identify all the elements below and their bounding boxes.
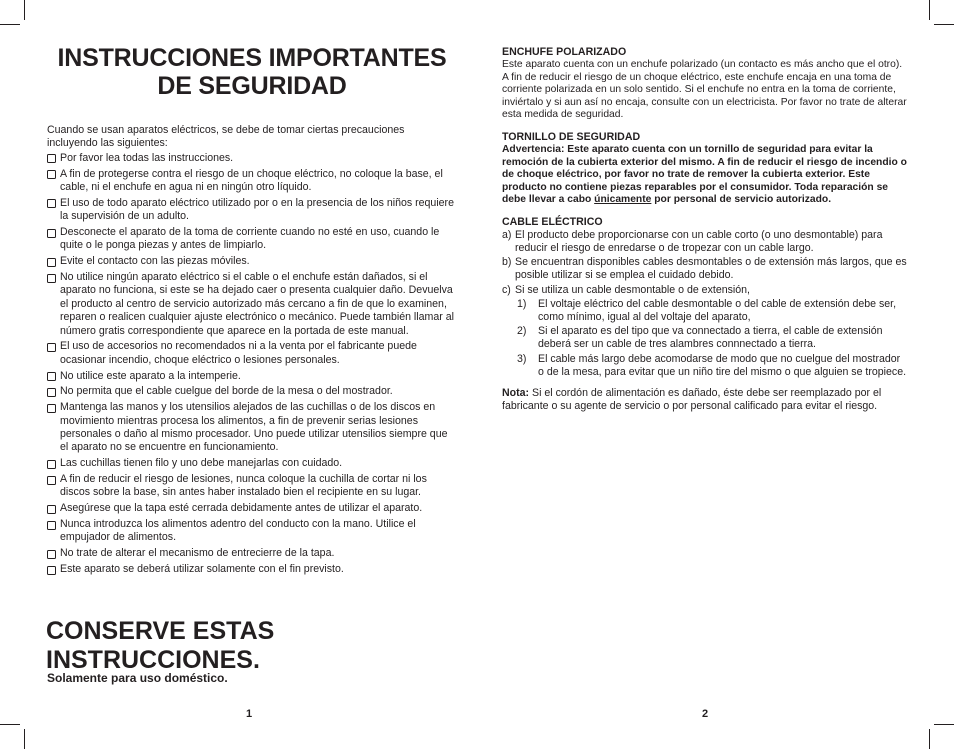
- checkbox-bullet-icon: [47, 258, 56, 267]
- safety-item: [46, 502, 458, 515]
- safety-item: [46, 370, 458, 383]
- safety-item-text: Evite el contacto con las piezas móviles.: [60, 255, 250, 268]
- page-number-right: 2: [702, 708, 709, 720]
- safety-list: [46, 152, 458, 577]
- checkbox-bullet-icon: [47, 154, 56, 163]
- section-body: [502, 144, 908, 207]
- section-heading: TORNILLO DE SEGURIDAD: [502, 130, 641, 143]
- safety-item-text: Este aparato se deberá utilizar solamente con el fin previsto.: [60, 563, 344, 576]
- polarized-plug-section: [502, 46, 908, 122]
- checkbox-bullet-icon: [47, 550, 56, 559]
- cord-subitem: [515, 298, 908, 324]
- safety-title: [46, 44, 458, 100]
- safety-item-text: No utilice este aparato a la intemperie.: [60, 369, 241, 382]
- safety-item: [46, 271, 458, 338]
- checkbox-bullet-icon: [47, 460, 56, 469]
- power-cord-section: [502, 216, 908, 379]
- section-heading: CABLE ELÉCTRICO: [502, 215, 603, 228]
- left-page: [46, 44, 458, 579]
- checkbox-bullet-icon: [47, 388, 56, 397]
- cord-item: [502, 229, 908, 255]
- cord-item: [502, 284, 908, 379]
- cord-item-text: Si se utiliza un cable desmontable o de extensión,: [515, 283, 750, 296]
- safety-item: [46, 197, 458, 224]
- crop-mark: [24, 729, 25, 749]
- cord-item-text: Se encuentran disponibles cables desmontables o de extensión más largos, que es posible utilizar si se emplea el cuidado debido.: [515, 256, 907, 282]
- cord-subitem-text: Si el aparato es del tipo que va connectado a tierra, el cable de extensión deberá ser un cable de tres alambres connnectado a tierra.: [538, 325, 883, 351]
- right-page: [502, 46, 908, 413]
- safety-item-text: Asegúrese que la tapa esté cerrada debidamente antes de utilizar el aparato.: [60, 502, 423, 515]
- crop-mark: [929, 0, 930, 20]
- list-marker: b): [502, 256, 512, 269]
- list-marker: 3): [517, 352, 527, 365]
- save-instructions-title: [46, 617, 346, 675]
- underlined-word: únicamente: [594, 194, 652, 206]
- list-marker: 2): [517, 325, 527, 338]
- safety-item: [46, 385, 458, 398]
- checkbox-bullet-icon: [47, 505, 56, 514]
- safety-item: [46, 255, 458, 268]
- list-marker: a): [502, 228, 512, 241]
- safety-item-text: A fin de reducir el riesgo de lesiones, nunca coloque la cuchilla de cortar ni los discos sobre la base, sin antes haber instalado bien el recipiente en su lugar.: [60, 473, 427, 499]
- safety-item-text: No utilice ningún aparato eléctrico si el cable o el enchufe están dañados, si el aparato no funciona, si este se ha dejado caer o presenta cualquier daño. Devuelva el producto al centro de servicio autorizado más cercano a fin de que lo examinen, reparen o realicen cualquier ajuste electrónico o mecánico. Puede también llamar al número gratis correspondiente que aparece en la portada de este manual.: [60, 271, 454, 337]
- household-use-note: Solamente para uso doméstico.: [47, 671, 228, 685]
- section-body: Este aparato cuenta con un enchufe polarizado (un contacto es más ancho que el otro). A fin de reducir el riesgo de un choque eléctrico, este enchufe encaja en una toma de corriente polarizada en un solo sentido. Si el enchufe no entra en la toma de corriente, inviértalo y si aun así no encaja, consulte con un electricista. Por favor no trate de alterar esta medida de seguridad.: [502, 59, 907, 121]
- safety-title-line1: INSTRUCCIONES IMPORTANTES: [57, 44, 447, 72]
- safety-item-text: No trate de alterar el mecanismo de entrecierre de la tapa.: [60, 547, 335, 560]
- section-heading: ENCHUFE POLARIZADO: [502, 46, 627, 58]
- safety-item: [46, 152, 458, 165]
- cord-list: [502, 229, 908, 379]
- checkbox-bullet-icon: [47, 566, 56, 575]
- checkbox-bullet-icon: [47, 476, 56, 485]
- crop-mark: [929, 729, 930, 749]
- safety-item: [46, 457, 458, 470]
- note-text: Si el cordón de alimentación es dañado, éste debe ser reemplazado por el fabricante o su agente de servicio o por personal calificado para evitar el riesgo.: [502, 386, 882, 412]
- save-title-line2: INSTRUCCIONES.: [46, 646, 260, 674]
- crop-mark: [934, 24, 954, 25]
- cord-item-text: El producto debe proporcionarse con un cable corto (o uno desmontable) para reducir el riesgo de enredarse o de tropezar con un cable largo.: [515, 228, 883, 254]
- safety-item: [46, 226, 458, 253]
- safety-item-text: Nunca introduzca los alimentos adentro del conducto con la mano. Utilice el empujador de alimentos.: [60, 518, 416, 544]
- intro-text: Cuando se usan aparatos eléctricos, se debe de tomar ciertas precauciones incluyendo las siguientes:: [47, 124, 405, 150]
- safety-item-text: Por favor lea todas las instrucciones.: [60, 151, 234, 164]
- checkbox-bullet-icon: [47, 199, 56, 208]
- safety-item-text: El uso de accesorios no recomendados ni a la venta por el fabricante puede ocasionar incendio, choque eléctrico o lesiones personales.: [60, 340, 417, 366]
- crop-mark: [0, 724, 20, 725]
- safety-item: [46, 473, 458, 500]
- safety-item: [46, 401, 458, 455]
- checkbox-bullet-icon: [47, 229, 56, 238]
- safety-item-text: Mantenga las manos y los utensilios alejados de las cuchillas o de los discos en movimiento mientras procesa los alimentos, a fin de prevenir serias lesiones personales o daño al mismo procesador. Uno puede utilizar utensilios siempre que el aparato no se encuentre en funcionamiento.: [60, 401, 448, 454]
- security-screw-section: [502, 131, 908, 207]
- safety-item-text: A fin de protegerse contra el riesgo de un choque eléctrico, no coloque la base, el cable, ni el enchufe en agua ni en ningún otro líquido.: [60, 167, 443, 194]
- cord-subitem: [515, 325, 908, 351]
- safety-item: [46, 168, 458, 195]
- safety-item: [46, 547, 458, 560]
- safety-item-text: No permita que el cable cuelgue del borde de la mesa o del mostrador.: [60, 385, 393, 398]
- warning-text-end: por personal de servicio autorizado.: [651, 194, 832, 206]
- checkbox-bullet-icon: [47, 170, 56, 179]
- page-number-left: 1: [246, 708, 253, 720]
- safety-item: [46, 340, 458, 367]
- safety-item-text: Desconecte el aparato de la toma de corriente cuando no esté en uso, cuando le quite o le ponga piezas y antes de limpiarlo.: [60, 226, 440, 252]
- checkbox-bullet-icon: [47, 372, 56, 381]
- checkbox-bullet-icon: [47, 343, 56, 352]
- checkbox-bullet-icon: [47, 404, 56, 413]
- save-title-line1: CONSERVE ESTAS: [46, 617, 275, 645]
- crop-mark: [24, 0, 25, 20]
- checkbox-bullet-icon: [47, 521, 56, 530]
- list-marker: c): [502, 283, 511, 296]
- cord-subitem-text: El voltaje eléctrico del cable desmontable o del cable de extensión debe ser, como mínimo, igual al del voltaje del aparato,: [538, 297, 897, 323]
- cord-sublist: [515, 298, 908, 379]
- crop-mark: [934, 724, 954, 725]
- list-marker: 1): [517, 297, 527, 310]
- safety-item: [46, 563, 458, 576]
- note: [502, 387, 908, 413]
- crop-mark: [0, 24, 20, 25]
- safety-title-line2: DE SEGURIDAD: [157, 72, 347, 100]
- warning-text: Advertencia: Este aparato cuenta con un tornillo de seguridad para evitar la remoción de la cubierta exterior del mismo. A fin de reducir el riesgo de incendio o de choque eléctrico, por favor no trate de remover la cubierta exterior. Este producto no contiene piezas reparables por el consumidor. Toda reparación se debe llevar a cabo: [502, 143, 907, 206]
- safety-item: [46, 518, 458, 545]
- safety-item-text: El uso de todo aparato eléctrico utilizado por o en la presencia de los niños requiere la supervisión de un adulto.: [60, 196, 454, 223]
- cord-subitem: [515, 353, 908, 379]
- cord-item: [502, 256, 908, 282]
- note-label: Nota:: [502, 386, 530, 399]
- cord-subitem-text: El cable más largo debe acomodarse de modo que no cuelgue del mostrador o de la mesa, para evitar que un niño tire del mismo o que alguien se tropiece.: [538, 352, 907, 378]
- checkbox-bullet-icon: [47, 274, 56, 283]
- safety-item-text: Las cuchillas tienen filo y uno debe manejarlas con cuidado.: [60, 457, 343, 470]
